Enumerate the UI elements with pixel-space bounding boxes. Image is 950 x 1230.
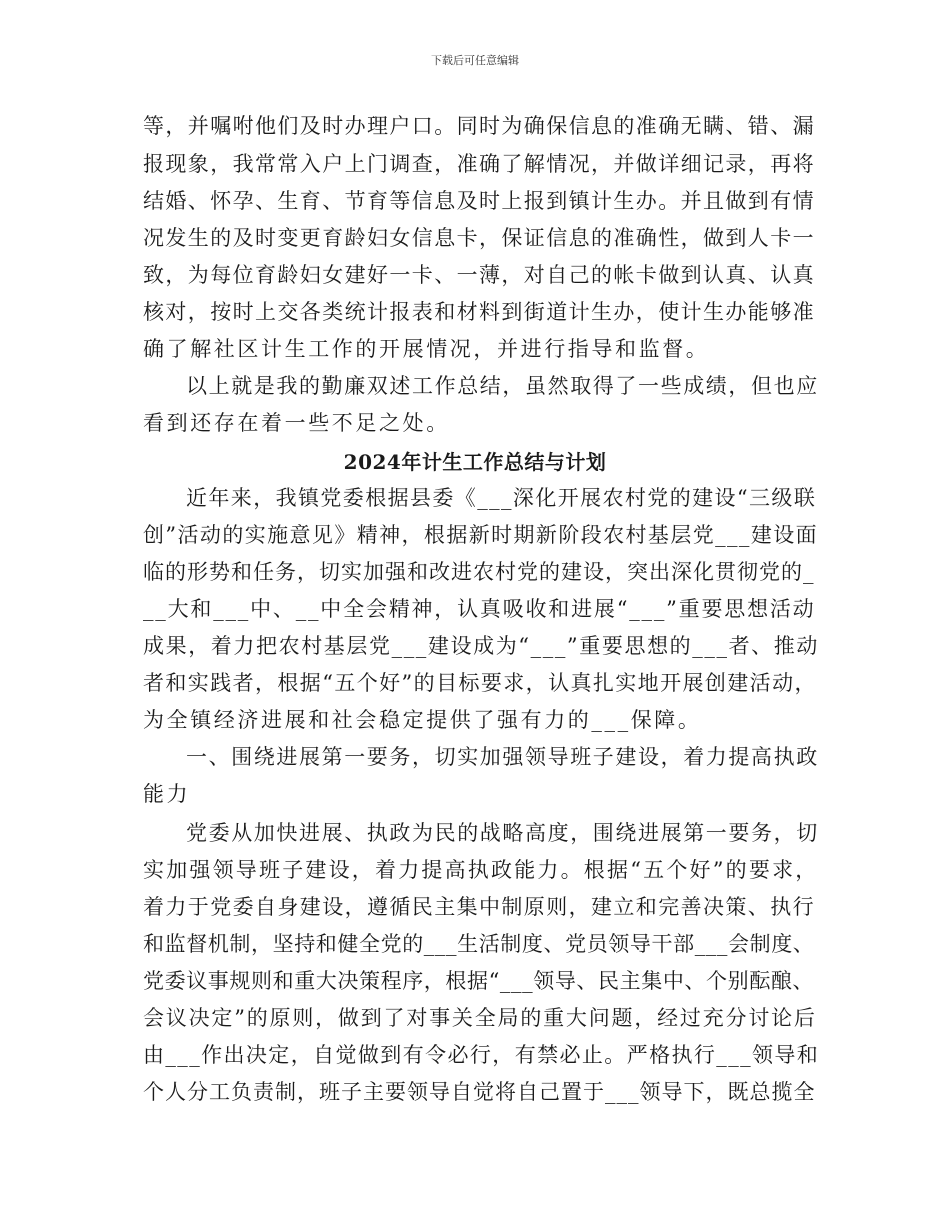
- body-line: 和监督机制，坚持和健全党的___生活制度、党员领导干部___会制度、: [143, 932, 815, 956]
- body-line: 成果，着力把农村基层党___建设成为“___”重要思想的___者、推动: [143, 634, 819, 658]
- body-line: 创”活动的实施意见》精神，根据新时期新阶段农村基层党___建设面: [143, 523, 819, 547]
- body-line: __大和___中、__中全会精神，认真吸收和进展“___”重要思想活动: [143, 597, 816, 621]
- body-line: 报现象，我常常入户上门调查，准确了解情况，并做详细记录，再将: [143, 152, 815, 176]
- body-line: 着力于党委自身建设，遵循民主集中制原则，建立和完善决策、执行: [143, 895, 815, 919]
- body-line: 况发生的及时变更育龄妇女信息卡，保证信息的准确性，做到人卡一: [143, 226, 815, 250]
- body-line: 临的形势和任务，切实加强和改进农村党的建设，突出深化贯彻党的_: [143, 560, 815, 584]
- body-line: 致，为每位育龄妇女建好一卡、一薄，对自己的帐卡做到认真、认真: [143, 263, 815, 287]
- paragraph-start-line: 近年来，我镇党委根据县委《___深化开展农村党的建设“三级联: [186, 486, 817, 510]
- body-line: 为全镇经济进展和社会稳定提供了强有力的___保障。: [143, 708, 702, 732]
- body-line: 结婚、怀孕、生育、节育等信息及时上报到镇计生办。并且做到有情: [143, 189, 815, 213]
- body-line: 者和实践者，根据“五个好”的目标要求，认真扎实地开展创建活动，: [143, 671, 817, 695]
- body-line: 由___作出决定，自觉做到有令必行，有禁必止。严格执行___领导和: [143, 1043, 820, 1067]
- subheading-line: 能力: [143, 782, 191, 806]
- body-line: 会议决定”的原则，做到了对事关全局的重大问题，经过充分讨论后: [143, 1006, 817, 1030]
- body-line: 个人分工负责制，班子主要领导自觉将自己置于___领导下，既总揽全: [143, 1080, 816, 1104]
- body-line: 看到还存在着一些不足之处。: [143, 411, 450, 435]
- body-line: 核对，按时上交各类统计报表和材料到街道计生办，使计生办能够准: [143, 300, 815, 324]
- section-title: 2024年计生工作总结与计划: [343, 450, 607, 474]
- page-header: 下载后可任意编辑: [431, 54, 519, 67]
- body-line: 党委议事规则和重大决策程序，根据“___领导、民主集中、个别酝酿、: [143, 969, 815, 993]
- paragraph-start-line: 党委从加快进展、执政为民的战略高度，围绕进展第一要务，切: [186, 821, 819, 845]
- body-line: 确了解社区计生工作的开展情况，并进行指导和监督。: [143, 337, 710, 361]
- paragraph-start-line: 以上就是我的勤廉双述工作总结，虽然取得了一些成绩，但也应: [186, 374, 819, 398]
- body-line: 等，并嘱咐他们及时办理户口。同时为确保信息的准确无瞒、错、漏: [143, 114, 815, 138]
- body-line: 实加强领导班子建设，着力提高执政能力。根据“五个好”的要求，: [143, 858, 819, 882]
- subheading-line: 一、围绕进展第一要务，切实加强领导班子建设，着力提高执政: [186, 745, 819, 769]
